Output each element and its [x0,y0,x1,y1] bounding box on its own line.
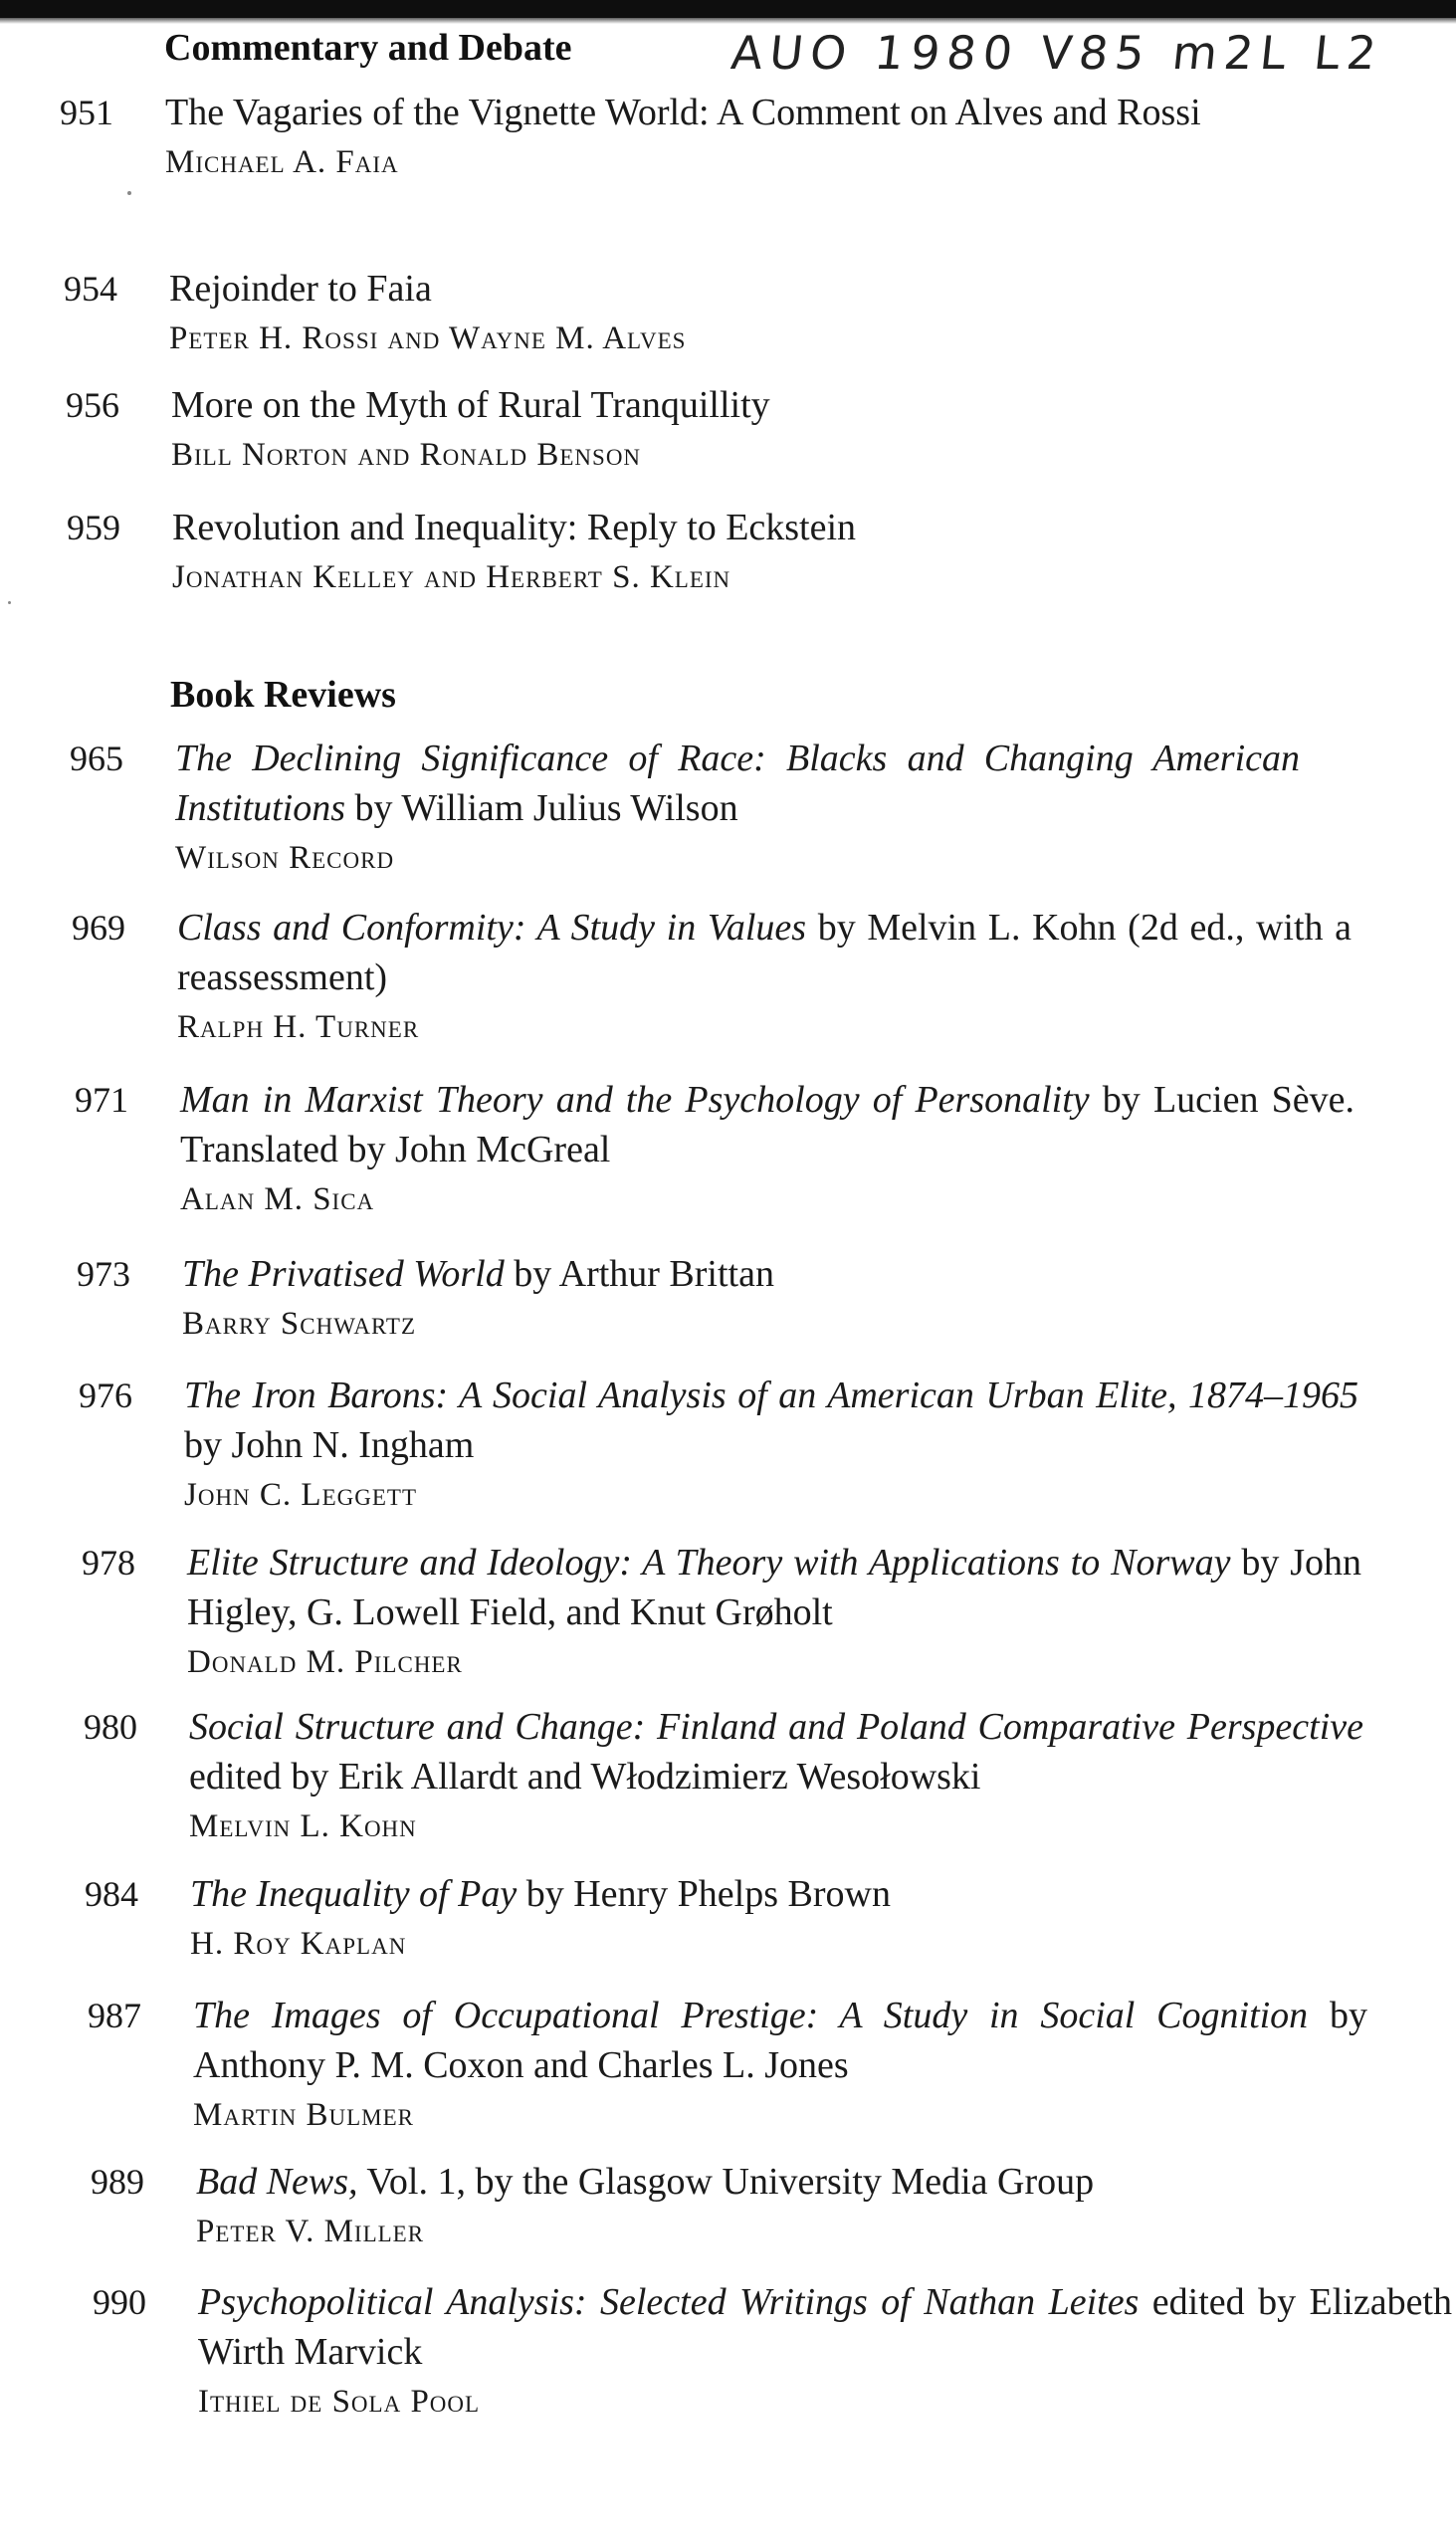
page-number: 976 [79,1376,132,1415]
toc-entry[interactable] [66,380,1425,478]
book-byline: by Arthur Brittan [504,1253,774,1295]
book-title: The Iron Barons: A Social Analysis of an American Urban Elite, 1874–1965 [184,1375,1358,1416]
review-author: Peter V. Miller [196,2214,425,2249]
page-number: 954 [64,269,117,309]
review-author: Martin Bulmer [193,2097,414,2133]
book-title: Man in Marxist Theory and the Psychology of Personality [180,1079,1090,1121]
top-border-shadow [0,18,1456,24]
book-title: Class and Conformity: A Study in Values [177,907,807,949]
scan-speck [127,191,131,195]
book-byline: Vol. 1, by the Glasgow University Media Group [357,2161,1095,2203]
review-author: Ralph H. Turner [177,1009,420,1045]
top-border-rule [0,0,1456,18]
review-author: Wilson Record [175,840,395,876]
page-number: 987 [88,1996,141,2035]
article-title: More on the Myth of Rural Tranquillity [171,384,770,426]
section-heading-book-reviews: Book Reviews [170,674,396,716]
review-author: H. Roy Kaplan [190,1926,407,1962]
toc-entry[interactable] [85,1869,1444,1967]
article-title [175,734,1300,833]
review-author: Ithiel de Sola Pool [198,2384,481,2420]
article-author: Jonathan Kelley and Herbert S. Klein [172,559,731,595]
article-title: Rejoinder to Faia [169,268,432,310]
toc-entry[interactable] [77,1249,1436,1347]
article-title [193,1991,1367,2090]
book-title: The Declining Significance of Race: Blacks and Changing American Institutions [175,738,1300,829]
article-title [180,1075,1354,1174]
toc-entry[interactable] [88,1991,1368,2138]
page-number: 951 [60,93,113,132]
section-heading-commentary: Commentary and Debate [164,27,572,69]
article-title: The Vagaries of the Vignette World: A Comment on Alves and Rossi [165,92,1201,133]
article-author: Michael A. Faia [165,144,399,180]
article-title [187,1538,1361,1637]
review-author: Donald M. Pilcher [187,1644,463,1680]
toc-entry[interactable] [67,503,1426,600]
book-title: The Inequality of Pay [190,1873,518,1915]
article-title [177,903,1352,1002]
book-byline: by John N. Ingham [184,1424,475,1466]
book-title: Social Structure and Change: Finland and Poland Comparative Perspective [189,1706,1363,1748]
toc-entry[interactable] [60,88,1330,185]
book-byline: by Melvin L. Kohn (2d ed., with a reassessment) [177,907,1352,998]
page-number: 965 [70,739,123,778]
book-byline: by John Higley, G. Lowell Field, and Knut Grøholt [187,1542,1361,1633]
article-title [189,1702,1363,1801]
toc-entry[interactable] [84,1702,1363,1849]
toc-entry[interactable] [82,1538,1361,1685]
toc-entry[interactable] [91,2157,1450,2254]
scan-speck [8,601,11,604]
book-byline: edited by Elizabeth Wirth Marvick [198,2281,1452,2373]
article-title: Revolution and Inequality: Reply to Eckstein [172,507,857,548]
article-author: Bill Norton and Ronald Benson [171,437,642,473]
book-byline: by Henry Phelps Brown [517,1873,891,1915]
toc-entry[interactable] [79,1371,1358,1518]
book-title: Bad News, [196,2161,358,2203]
book-byline: by Anthony P. M. Coxon and Charles L. Jones [193,1995,1368,2086]
page-number: 989 [91,2162,144,2202]
page-number: 978 [82,1543,135,1583]
toc-entry[interactable] [70,734,1300,881]
page-number: 973 [77,1254,130,1294]
page-number: 959 [67,508,120,547]
review-author: Barry Schwartz [182,1306,417,1342]
page-number: 984 [85,1874,138,1914]
page-number: 990 [93,2282,146,2322]
article-title [184,1371,1358,1470]
review-author: John C. Leggett [184,1477,418,1513]
review-author: Alan M. Sica [180,1181,375,1217]
toc-entry[interactable] [93,2277,1452,2425]
toc-entry[interactable] [72,903,1352,1050]
toc-entry[interactable] [75,1075,1354,1222]
page-number: 980 [84,1707,137,1747]
page-number: 956 [66,385,119,425]
article-title [196,2157,1450,2207]
page-number: 969 [72,908,125,948]
book-byline: by William Julius Wilson [345,787,738,829]
book-title: The Images of Occupational Prestige: A Study in Social Cognition [193,1995,1309,2036]
handwritten-annotation: AUO 1980 V85 m2L L2 [728,26,1386,80]
article-title [182,1249,1436,1299]
book-title: Elite Structure and Ideology: A Theory with Applications to Norway [187,1542,1231,1584]
toc-entry[interactable] [64,264,1423,361]
article-title [190,1869,1444,1919]
page-number: 971 [75,1080,128,1120]
book-title: Psychopolitical Analysis: Selected Writings of Nathan Leites [198,2281,1140,2323]
book-byline: by Lucien Sève. Translated by John McGreal [180,1079,1354,1170]
book-title: The Privatised World [182,1253,505,1295]
article-title [198,2277,1452,2377]
article-author: Peter H. Rossi and Wayne M. Alves [169,320,687,356]
book-byline: edited by Erik Allardt and Włodzimierz Wesołowski [189,1756,981,1798]
review-author: Melvin L. Kohn [189,1808,417,1844]
